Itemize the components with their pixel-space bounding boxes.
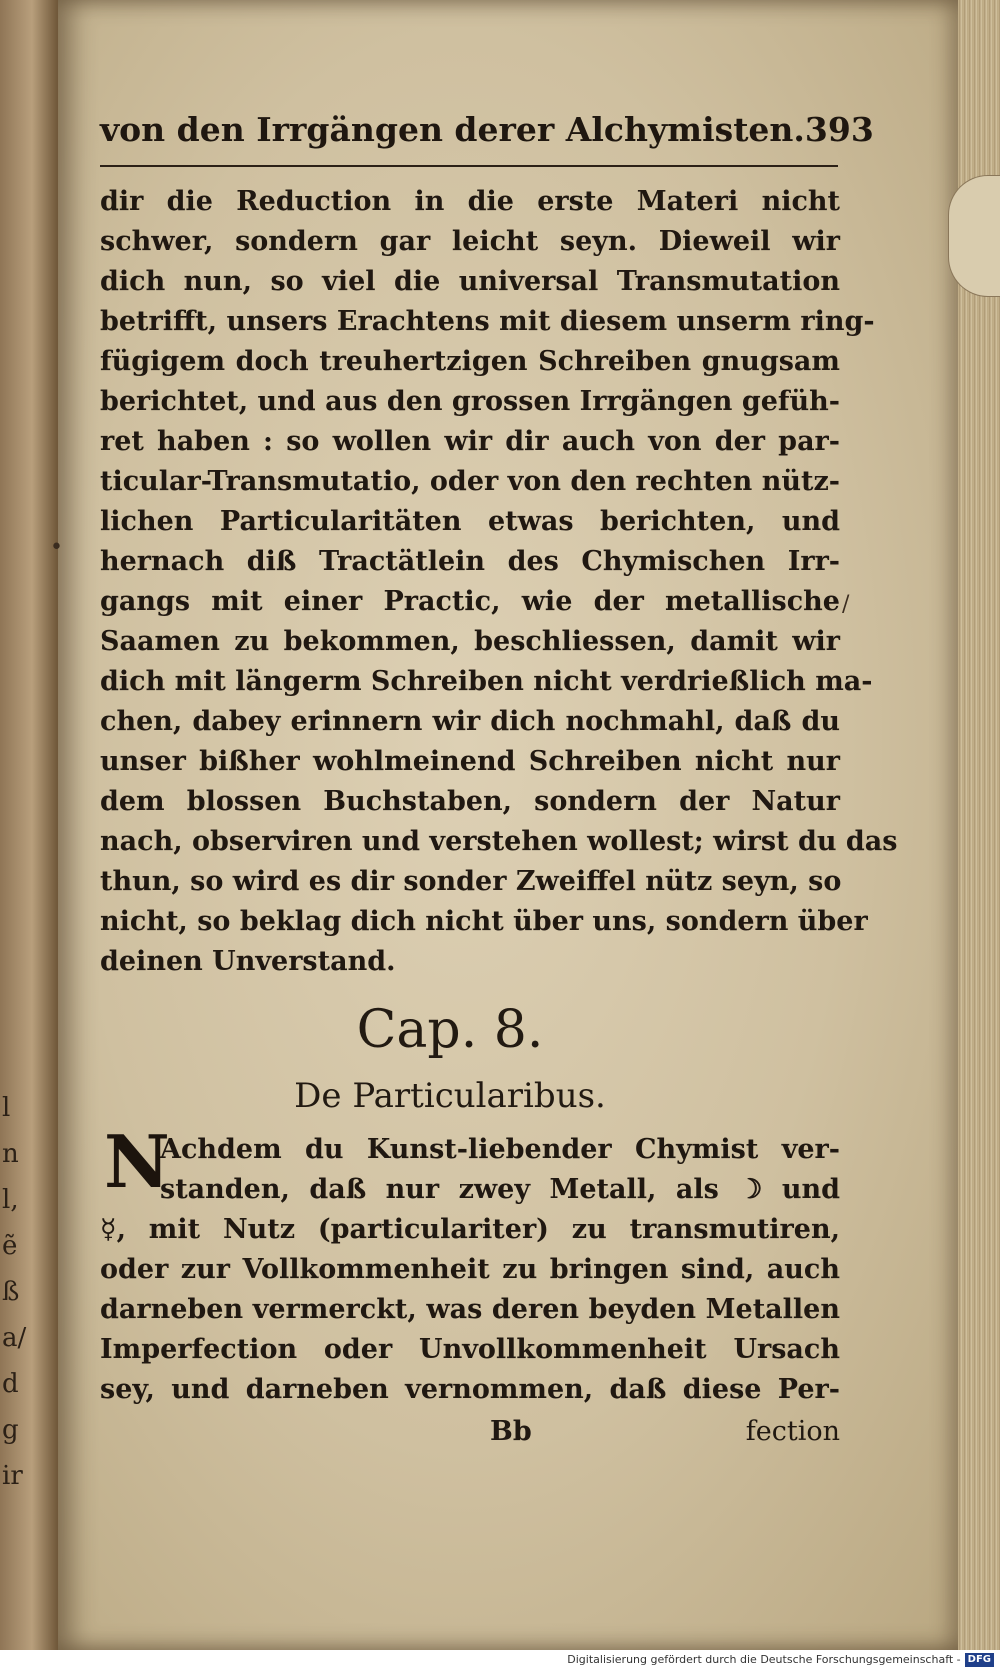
running-header bbox=[100, 110, 874, 160]
body-line: dem blossen Buchstaben, sondern der Natur bbox=[100, 786, 840, 817]
chapter-line: standen, daß nur zwey Metall, als ☽ und bbox=[160, 1174, 840, 1205]
body-line: hernach diß Tractätlein des Chymischen Irr- bbox=[100, 546, 840, 577]
body-line: unser bißher wohlmeinend Schreiben nicht nur bbox=[100, 746, 840, 777]
chapter-line: oder zur Vollkommenheit zu bringen sind, auch bbox=[100, 1254, 840, 1285]
header-rule bbox=[100, 165, 838, 167]
margin-bullet: • bbox=[50, 535, 63, 560]
catchword: fection bbox=[745, 1416, 840, 1447]
dfg-logo: DFG bbox=[965, 1653, 994, 1667]
left-fragment: ẽ bbox=[2, 1231, 18, 1261]
left-fragment: ir bbox=[2, 1461, 23, 1491]
chapter-subtitle: De Particularibus. bbox=[294, 1076, 606, 1116]
left-fragment: l, bbox=[2, 1185, 19, 1215]
left-fragment: l bbox=[2, 1093, 11, 1123]
left-fragment: ß bbox=[2, 1277, 20, 1307]
chapter-line: darneben vermerckt, was deren beyden Metallen bbox=[100, 1294, 840, 1325]
body-line: schwer, sondern gar leicht seyn. Dieweil wir bbox=[100, 226, 840, 257]
running-title: von den Irrgängen derer Alchymisten. bbox=[100, 110, 805, 149]
body-line: dir die Reduction in die erste Materi nicht bbox=[100, 186, 840, 217]
chapter-line: Imperfection oder Unvollkommenheit Ursach bbox=[100, 1334, 840, 1365]
digitization-credit bbox=[567, 1652, 994, 1668]
body-line: fügigem doch treuhertzigen Schreiben gnugsam bbox=[100, 346, 840, 377]
body-line: gangs mit einer Practic, wie der metallische bbox=[100, 586, 840, 617]
body-line: dich nun, so viel die universal Transmutation bbox=[100, 266, 840, 297]
body-line: ticular-Transmutatio, oder von den rechten nütz- bbox=[100, 466, 840, 497]
drop-cap: N bbox=[104, 1119, 170, 1204]
chapter-title: Cap. 8. bbox=[356, 1000, 544, 1060]
body-line: chen, dabey erinnern wir dich nochmahl, daß du bbox=[100, 706, 840, 737]
left-fragment: g bbox=[2, 1415, 19, 1445]
page-number: 393 bbox=[804, 110, 874, 149]
body-line: deinen Unverstand. bbox=[100, 946, 396, 977]
chapter-line: ☿, mit Nutz (particulariter) zu transmutiren, bbox=[100, 1214, 840, 1245]
body-line: nicht, so beklag dich nicht über uns, sondern über bbox=[100, 906, 868, 937]
left-fragment: n bbox=[2, 1139, 19, 1169]
left-page-fragments bbox=[2, 1085, 56, 1499]
left-page-edge bbox=[0, 0, 58, 1650]
body-line: berichtet, und aus den grossen Irrgängen gefüh- bbox=[100, 386, 840, 417]
page-tab bbox=[948, 175, 1000, 297]
chapter-line: Achdem du Kunst-liebender Chymist ver- bbox=[160, 1134, 840, 1165]
body-line: lichen Particularitäten etwas berichten, und bbox=[100, 506, 840, 537]
body-line: betrifft, unsers Erachtens mit diesem unserm ring- bbox=[100, 306, 875, 337]
chapter-line: sey, und darneben vernommen, daß diese Per- bbox=[100, 1374, 840, 1405]
left-fragment: d bbox=[2, 1369, 19, 1399]
body-line: dich mit längerm Schreiben nicht verdrießlich ma- bbox=[100, 666, 873, 697]
left-fragment: a/ bbox=[2, 1323, 27, 1353]
body-line: thun, so wird es dir sonder Zweiffel nütz seyn, so bbox=[100, 866, 842, 897]
body-line: Saamen zu bekommen, beschliessen, damit wir bbox=[100, 626, 840, 657]
body-line: ret haben : so wollen wir dir auch von der par- bbox=[100, 426, 840, 457]
signature-mark: Bb bbox=[490, 1416, 532, 1447]
credit-text: Digitalisierung gefördert durch die Deutsche Forschungsgemeinschaft - bbox=[567, 1653, 961, 1666]
margin-slash: / bbox=[842, 592, 850, 617]
body-line: nach, observiren und verstehen wollest; wirst du das bbox=[100, 826, 898, 857]
